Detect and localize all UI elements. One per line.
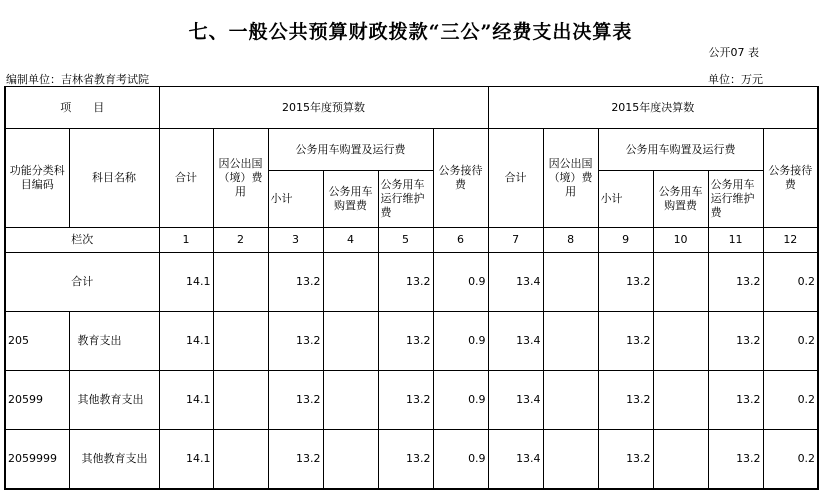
cell-value: 13.2 [268, 253, 323, 312]
header-budget-reception: 公务接待费 [433, 129, 488, 228]
row-name: 教育支出 [69, 312, 159, 371]
cell-value [323, 430, 378, 489]
organization-label: 编制单位：吉林省教育考试院 [6, 73, 149, 86]
cell-value: 13.2 [708, 312, 763, 371]
cell-value: 13.2 [598, 430, 653, 489]
cell-value: 14.1 [159, 253, 213, 312]
cell-value [213, 371, 268, 430]
header-budget-vehicle-operation: 公务用车运行维护费 [378, 171, 433, 228]
col-number: 3 [268, 228, 323, 253]
cell-value: 13.4 [488, 430, 543, 489]
header-actual-vehicle-group: 公务用车购置及运行费 [598, 129, 763, 171]
cell-value: 0.2 [763, 253, 818, 312]
table-row [5, 371, 818, 430]
row-code: 205 [5, 312, 69, 371]
cell-value: 0.2 [763, 371, 818, 430]
header-row-1 [5, 87, 818, 129]
header-func-code: 功能分类科目编码 [5, 129, 69, 228]
col-number: 11 [708, 228, 763, 253]
form-code: 公开07 表 [708, 46, 759, 59]
col-number: 12 [763, 228, 818, 253]
table-row [5, 312, 818, 371]
cell-value [653, 312, 708, 371]
cell-value [653, 253, 708, 312]
cell-value: 13.2 [598, 312, 653, 371]
cell-value: 13.4 [488, 253, 543, 312]
cell-value: 13.2 [708, 253, 763, 312]
cell-value: 0.9 [433, 371, 488, 430]
cell-value: 0.9 [433, 430, 488, 489]
cell-value [543, 371, 598, 430]
col-number: 8 [543, 228, 598, 253]
cell-value [653, 371, 708, 430]
col-number: 1 [159, 228, 213, 253]
col-number: 10 [653, 228, 708, 253]
col-number: 5 [378, 228, 433, 253]
expenditure-table [4, 86, 819, 490]
header-actual-vehicle-purchase: 公务用车购置费 [653, 171, 708, 228]
col-number: 6 [433, 228, 488, 253]
col-number: 9 [598, 228, 653, 253]
cell-value [323, 371, 378, 430]
cell-value: 13.2 [268, 312, 323, 371]
header-row-2 [5, 129, 818, 171]
cell-value [323, 312, 378, 371]
header-actual-group: 2015年度决算数 [488, 87, 818, 129]
row-name: 其他教育支出 [69, 430, 159, 489]
cell-value: 13.2 [598, 371, 653, 430]
header-budget-abroad: 因公出国（境）费用 [213, 129, 268, 228]
table-row-total [5, 253, 818, 312]
cell-value: 13.2 [598, 253, 653, 312]
table-row [5, 430, 818, 489]
cell-value: 13.4 [488, 371, 543, 430]
cell-value: 13.2 [378, 430, 433, 489]
header-actual-subtotal: 小计 [598, 171, 653, 228]
header-actual-total: 合计 [488, 129, 543, 228]
cell-value: 0.9 [433, 253, 488, 312]
cell-value [543, 253, 598, 312]
row-code: 20599 [5, 371, 69, 430]
col-number: 4 [323, 228, 378, 253]
header-budget-group: 2015年度预算数 [159, 87, 488, 129]
header-actual-vehicle-operation: 公务用车运行维护费 [708, 171, 763, 228]
column-index-row [5, 228, 818, 253]
cell-value: 13.2 [268, 430, 323, 489]
col-number: 7 [488, 228, 543, 253]
cell-value [213, 253, 268, 312]
header-budget-vehicle-purchase: 公务用车购置费 [323, 171, 378, 228]
cell-value: 0.9 [433, 312, 488, 371]
col-number: 2 [213, 228, 268, 253]
header-subject-name: 科目名称 [69, 129, 159, 228]
row-code: 2059999 [5, 430, 69, 489]
cell-value: 13.2 [708, 371, 763, 430]
cell-value [543, 312, 598, 371]
cell-value [543, 430, 598, 489]
cell-value: 13.2 [268, 371, 323, 430]
header-budget-total: 合计 [159, 129, 213, 228]
header-actual-abroad: 因公出国（境）费用 [543, 129, 598, 228]
header-budget-vehicle-group: 公务用车购置及运行费 [268, 129, 433, 171]
cell-value: 13.2 [378, 312, 433, 371]
cell-value: 13.4 [488, 312, 543, 371]
row-name: 其他教育支出 [69, 371, 159, 430]
cell-value: 0.2 [763, 312, 818, 371]
unit-label: 单位：万元 [708, 73, 763, 86]
header-actual-reception: 公务接待费 [763, 129, 818, 228]
header-item: 项 目 [5, 87, 159, 129]
cell-value [323, 253, 378, 312]
report-title: 七、一般公共预算财政拨款“三公”经费支出决算表 [188, 21, 633, 43]
header-budget-subtotal: 小计 [268, 171, 323, 228]
row-name: 合计 [5, 253, 159, 312]
cell-value [213, 430, 268, 489]
cell-value: 0.2 [763, 430, 818, 489]
cell-value [653, 430, 708, 489]
row-index-label: 栏次 [5, 228, 159, 253]
cell-value: 14.1 [159, 312, 213, 371]
cell-value: 13.2 [378, 371, 433, 430]
cell-value: 13.2 [378, 253, 433, 312]
cell-value: 13.2 [708, 430, 763, 489]
cell-value: 14.1 [159, 371, 213, 430]
cell-value [213, 312, 268, 371]
cell-value: 14.1 [159, 430, 213, 489]
